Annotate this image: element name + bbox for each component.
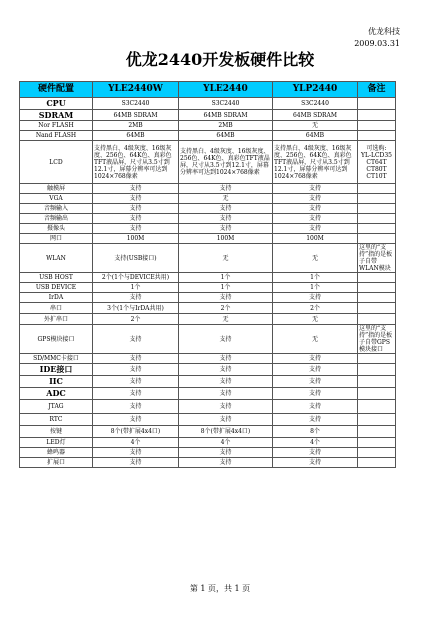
cell-value: 支持 [93,414,179,426]
cell-value: 1个 [179,283,273,293]
remark: 这里的“支持”指的是板子自带GPS模块接口 [358,325,396,354]
cell-value: 支持 [273,204,358,214]
cell-value: 支持 [273,194,358,204]
table-row [20,224,396,234]
remark [358,364,396,376]
remark [358,121,396,131]
row-label: Nand FLASH [20,131,93,141]
row-label: SD/MMC卡接口 [20,354,93,364]
cell-value: S3C2440 [93,98,179,110]
table-header-row [20,82,396,98]
row-label: GPS模块接口 [20,325,93,354]
row-label: 音频输出 [20,214,93,224]
row-label: 扩展口 [20,458,93,468]
cell-value: 支持黑白、4级灰度、16级灰度、256色、64K色、真彩色TFT液晶屏，尺寸从3.5寸到12.1寸，屏幕分辨率可达到1024×768像素 [179,141,273,184]
remark [358,438,396,448]
remark-line: 可选购: [366,144,387,152]
cell-value: 支持 [273,414,358,426]
column-header: 硬件配置 [20,82,93,98]
column-header: 备注 [358,82,396,98]
cell-value: 8个(带扩展4x4口) [93,426,179,438]
table-row [20,426,396,438]
remark [358,448,396,458]
cell-value: 支持 [179,293,273,303]
row-label: 蜂鸣器 [20,448,93,458]
cell-value: 2个 [179,303,273,314]
cell-value: 支持 [93,458,179,468]
cell-value: 1个 [93,283,179,293]
cell-value: 无 [179,194,273,204]
cell-value: 支持 [273,224,358,234]
cell-value: 支持 [93,194,179,204]
company-name: 优龙科技 [368,27,400,36]
row-label: IIC [20,376,93,388]
table-row [20,283,396,293]
cell-value: 2个 [93,314,179,325]
column-header: YLE2440W [93,82,179,98]
cell-value: 支持 [93,184,179,194]
row-label: JTAG [20,400,93,414]
remark [358,204,396,214]
cell-value: 支持 [93,214,179,224]
table-row [20,273,396,283]
table-row [20,354,396,364]
table-row [20,376,396,388]
remark [358,400,396,414]
cell-value: 64MB SDRAM [273,110,358,121]
cell-value: 支持 [179,376,273,388]
row-label: 串口 [20,303,93,314]
table-row [20,303,396,314]
cell-value: 支持 [179,325,273,354]
row-label: 网口 [20,234,93,244]
table-row [20,458,396,468]
cell-value: 1个 [273,273,358,283]
cell-value: S3C2440 [273,98,358,110]
cell-value: 100M [273,234,358,244]
table-row [20,314,396,325]
cell-value: 支持 [273,388,358,400]
cell-value: 支持 [273,400,358,414]
remark [358,314,396,325]
table-row [20,184,396,194]
row-label: 外扩串口 [20,314,93,325]
table-row [20,364,396,376]
table-row [20,121,396,131]
cell-value: 无 [179,314,273,325]
remark [358,234,396,244]
cell-value: 支持 [273,458,358,468]
table-row [20,98,396,110]
row-label: VGA [20,194,93,204]
cell-value: 64MB [93,131,179,141]
remark [358,303,396,314]
table-row [20,141,396,184]
cell-value: 支持 [179,364,273,376]
remark [358,224,396,234]
table-row [20,194,396,204]
cell-value: 支持 [179,414,273,426]
cell-value: S3C2440 [179,98,273,110]
cell-value: 支持 [179,458,273,468]
remark-line: CT80T [366,165,387,173]
table-row [20,214,396,224]
table-row [20,388,396,400]
row-label: CPU [20,98,93,110]
table-row [20,131,396,141]
remark [358,426,396,438]
remark-line: CT64T [366,158,387,166]
cell-value: 无 [179,244,273,273]
table-row [20,234,396,244]
table-row [20,414,396,426]
remark [358,141,396,184]
cell-value: 100M [93,234,179,244]
cell-value: 支持 [93,224,179,234]
cell-value: 支持 [179,400,273,414]
remark [358,110,396,121]
cell-value: 支持 [179,448,273,458]
cell-value: 支持 [179,388,273,400]
cell-value: 支持 [179,204,273,214]
remark [358,283,396,293]
row-label: IDE接口 [20,364,93,376]
cell-value: 3个(1个与IrDA共用) [93,303,179,314]
cell-value: 支持 [93,376,179,388]
row-label: WLAN [20,244,93,273]
table-row [20,438,396,448]
table-row [20,293,396,303]
cell-value: 支持 [93,448,179,458]
table-row [20,448,396,458]
cell-value: 支持 [179,224,273,234]
remark-line: YL-LCD35 [361,151,392,159]
column-header: YLE2440 [179,82,273,98]
cell-value: 64MB SDRAM [179,110,273,121]
remark [358,414,396,426]
remark [358,131,396,141]
table-row [20,244,396,273]
remark [358,354,396,364]
column-header: YLP2440 [273,82,358,98]
cell-value: 支持 [273,354,358,364]
row-label: RTC [20,414,93,426]
table-row [20,204,396,214]
remark [358,98,396,110]
cell-value: 2个 [273,303,358,314]
row-label: Nor FLASH [20,121,93,131]
cell-value: 无 [273,325,358,354]
cell-value: 支持 [93,388,179,400]
remark-line: CT10T [366,172,387,180]
cell-value: 无 [273,244,358,273]
cell-value: 4个 [93,438,179,448]
cell-value: 支持 [273,448,358,458]
page-title: 优龙2440开发板硬件比较 [125,50,315,69]
cell-value: 64MB [273,131,358,141]
cell-value: 支持 [273,184,358,194]
cell-value: 2MB [93,121,179,131]
cell-value: 64MB [179,131,273,141]
table-row [20,110,396,121]
row-label: 音频输入 [20,204,93,214]
row-label: ADC [20,388,93,400]
row-label: 按键 [20,426,93,438]
remark [358,376,396,388]
cell-value: 支持 [179,184,273,194]
remark [358,458,396,468]
cell-value: 支持(USB接口) [93,244,179,273]
table-row [20,325,396,354]
cell-value: 1个 [273,283,358,293]
cell-value: 支持黑白、4级灰度、16级灰度、256色、64K色、真彩色TFT液晶屏，尺寸从3.5寸到12.1寸，屏幕分辨率可达到1024×768像素 [93,141,179,184]
row-label: USB DEVICE [20,283,93,293]
cell-value: 支持 [273,293,358,303]
row-label: 触摸屏 [20,184,93,194]
document-date: 2009.03.31 [354,39,400,48]
cell-value: 8个(带扩展4x4口) [179,426,273,438]
hardware-comparison-table [19,81,396,468]
row-label: IrDA [20,293,93,303]
table-row [20,400,396,414]
remark: 这里的“支持”指的是板子自带WLAN模块 [358,244,396,273]
cell-value: 支持 [179,354,273,364]
row-label: LED灯 [20,438,93,448]
cell-value: 支持 [93,204,179,214]
remark [358,214,396,224]
cell-value: 支持 [273,214,358,224]
cell-value: 2个(1个与DEVICE共用) [93,273,179,283]
cell-value: 100M [179,234,273,244]
remark [358,184,396,194]
cell-value: 支持 [93,400,179,414]
cell-value: 支持 [93,325,179,354]
page-number: 第 1 页，共 1 页 [189,584,251,593]
cell-value: 支持 [273,376,358,388]
cell-value: 支持 [93,354,179,364]
cell-value: 4个 [273,438,358,448]
cell-value: 支持 [93,293,179,303]
remark [358,194,396,204]
cell-value: 64MB SDRAM [93,110,179,121]
remark [358,273,396,283]
cell-value: 2MB [179,121,273,131]
cell-value: 支持 [273,364,358,376]
row-label: SDRAM [20,110,93,121]
cell-value: 支持黑白、4级灰度、16级灰度、256色、64K色、真彩色TFT液晶屏，尺寸从3.5寸到12.1寸，屏幕分辨率可达到1024×768像素 [273,141,358,184]
row-label: 摄像头 [20,224,93,234]
remark [358,388,396,400]
cell-value: 支持 [179,214,273,224]
cell-value: 无 [273,314,358,325]
cell-value: 无 [273,121,358,131]
row-label: LCD [20,141,93,184]
cell-value: 支持 [93,364,179,376]
cell-value: 8个 [273,426,358,438]
remark [358,293,396,303]
cell-value: 1个 [179,273,273,283]
row-label: USB HOST [20,273,93,283]
cell-value: 4个 [179,438,273,448]
